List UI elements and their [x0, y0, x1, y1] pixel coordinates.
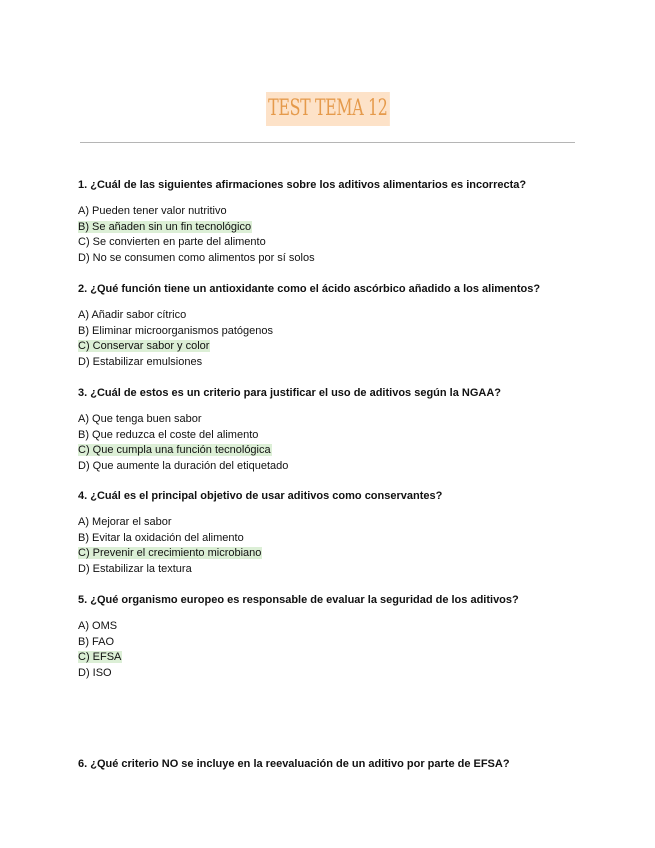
option-label: C) Prevenir el crecimiento microbiano: [78, 547, 262, 559]
option-b: [78, 531, 608, 547]
question-1: [78, 178, 608, 266]
question-text: 2. ¿Qué función tiene un antioxidante como el ácido ascórbico añadido a los alimentos?: [78, 283, 541, 295]
option-c-correct: [78, 339, 608, 355]
question-5: [78, 593, 608, 681]
option-c-correct: [78, 650, 608, 666]
options-list: [78, 515, 608, 577]
question-4: [78, 489, 608, 577]
option-label: D) Que aumente la duración del etiquetado: [78, 459, 289, 472]
option-label: B) Que reduzca el coste del alimento: [78, 428, 259, 441]
question-text: 6. ¿Qué criterio NO se incluye en la reevaluación de un aditivo por parte de EFSA?: [78, 758, 510, 770]
options-list: [78, 619, 608, 681]
question-6: [78, 757, 608, 771]
option-d: [78, 666, 608, 682]
option-label: C) Conservar sabor y color: [78, 340, 210, 352]
option-c-correct: [78, 546, 608, 562]
option-label: B) Evitar la oxidación del alimento: [78, 531, 244, 544]
title-container: [0, 92, 655, 126]
option-label: A) Que tenga buen sabor: [78, 413, 202, 425]
option-label: D) Estabilizar emulsiones: [78, 355, 203, 368]
option-label: C) Se convierten en parte del alimento: [78, 236, 266, 248]
option-c: [78, 235, 608, 251]
option-d: [78, 459, 608, 475]
option-label: A) Añadir sabor cítrico: [78, 309, 187, 321]
option-a: [78, 308, 608, 324]
option-b: [78, 428, 608, 444]
option-label: C) Que cumpla una función tecnológica: [78, 444, 271, 456]
option-b: [78, 324, 608, 340]
option-label: D) Estabilizar la textura: [78, 562, 192, 575]
option-d: [78, 355, 608, 371]
option-label: D) ISO: [78, 666, 112, 679]
option-label: A) Pueden tener valor nutritivo: [78, 205, 227, 217]
option-label: B) FAO: [78, 635, 115, 648]
option-label: A) OMS: [78, 620, 118, 632]
option-a: [78, 619, 608, 635]
question-3: [78, 386, 608, 474]
option-label: B) Eliminar microorganismos patógenos: [78, 324, 274, 337]
option-a: [78, 204, 608, 220]
option-label: A) Mejorar el sabor: [78, 516, 172, 528]
option-c-correct: [78, 443, 608, 459]
question-text: 4. ¿Cuál es el principal objetivo de usar aditivos como conservantes?: [78, 490, 443, 502]
question-2: [78, 282, 608, 370]
question-text: 5. ¿Qué organismo europeo es responsable de evaluar la seguridad de los aditivos?: [78, 594, 519, 606]
option-label: C) EFSA: [78, 651, 122, 663]
option-d: [78, 251, 608, 267]
options-list: [78, 308, 608, 370]
question-text: 3. ¿Cuál de estos es un criterio para justificar el uso de aditivos según la NGAA?: [78, 387, 502, 399]
option-label: D) No se consumen como alimentos por sí solos: [78, 251, 315, 264]
option-a: [78, 515, 608, 531]
option-b: [78, 635, 608, 651]
option-b-correct: [78, 220, 608, 236]
page-title: TEST TEMA 12: [266, 92, 390, 126]
option-a: [78, 412, 608, 428]
title-divider: [80, 142, 575, 143]
options-list: [78, 204, 608, 266]
question-text: 1. ¿Cuál de las siguientes afirmaciones sobre los aditivos alimentarios es incorrecta?: [78, 179, 527, 191]
options-list: [78, 412, 608, 474]
option-d: [78, 562, 608, 578]
option-label: B) Se añaden sin un fin tecnológico: [78, 220, 252, 233]
